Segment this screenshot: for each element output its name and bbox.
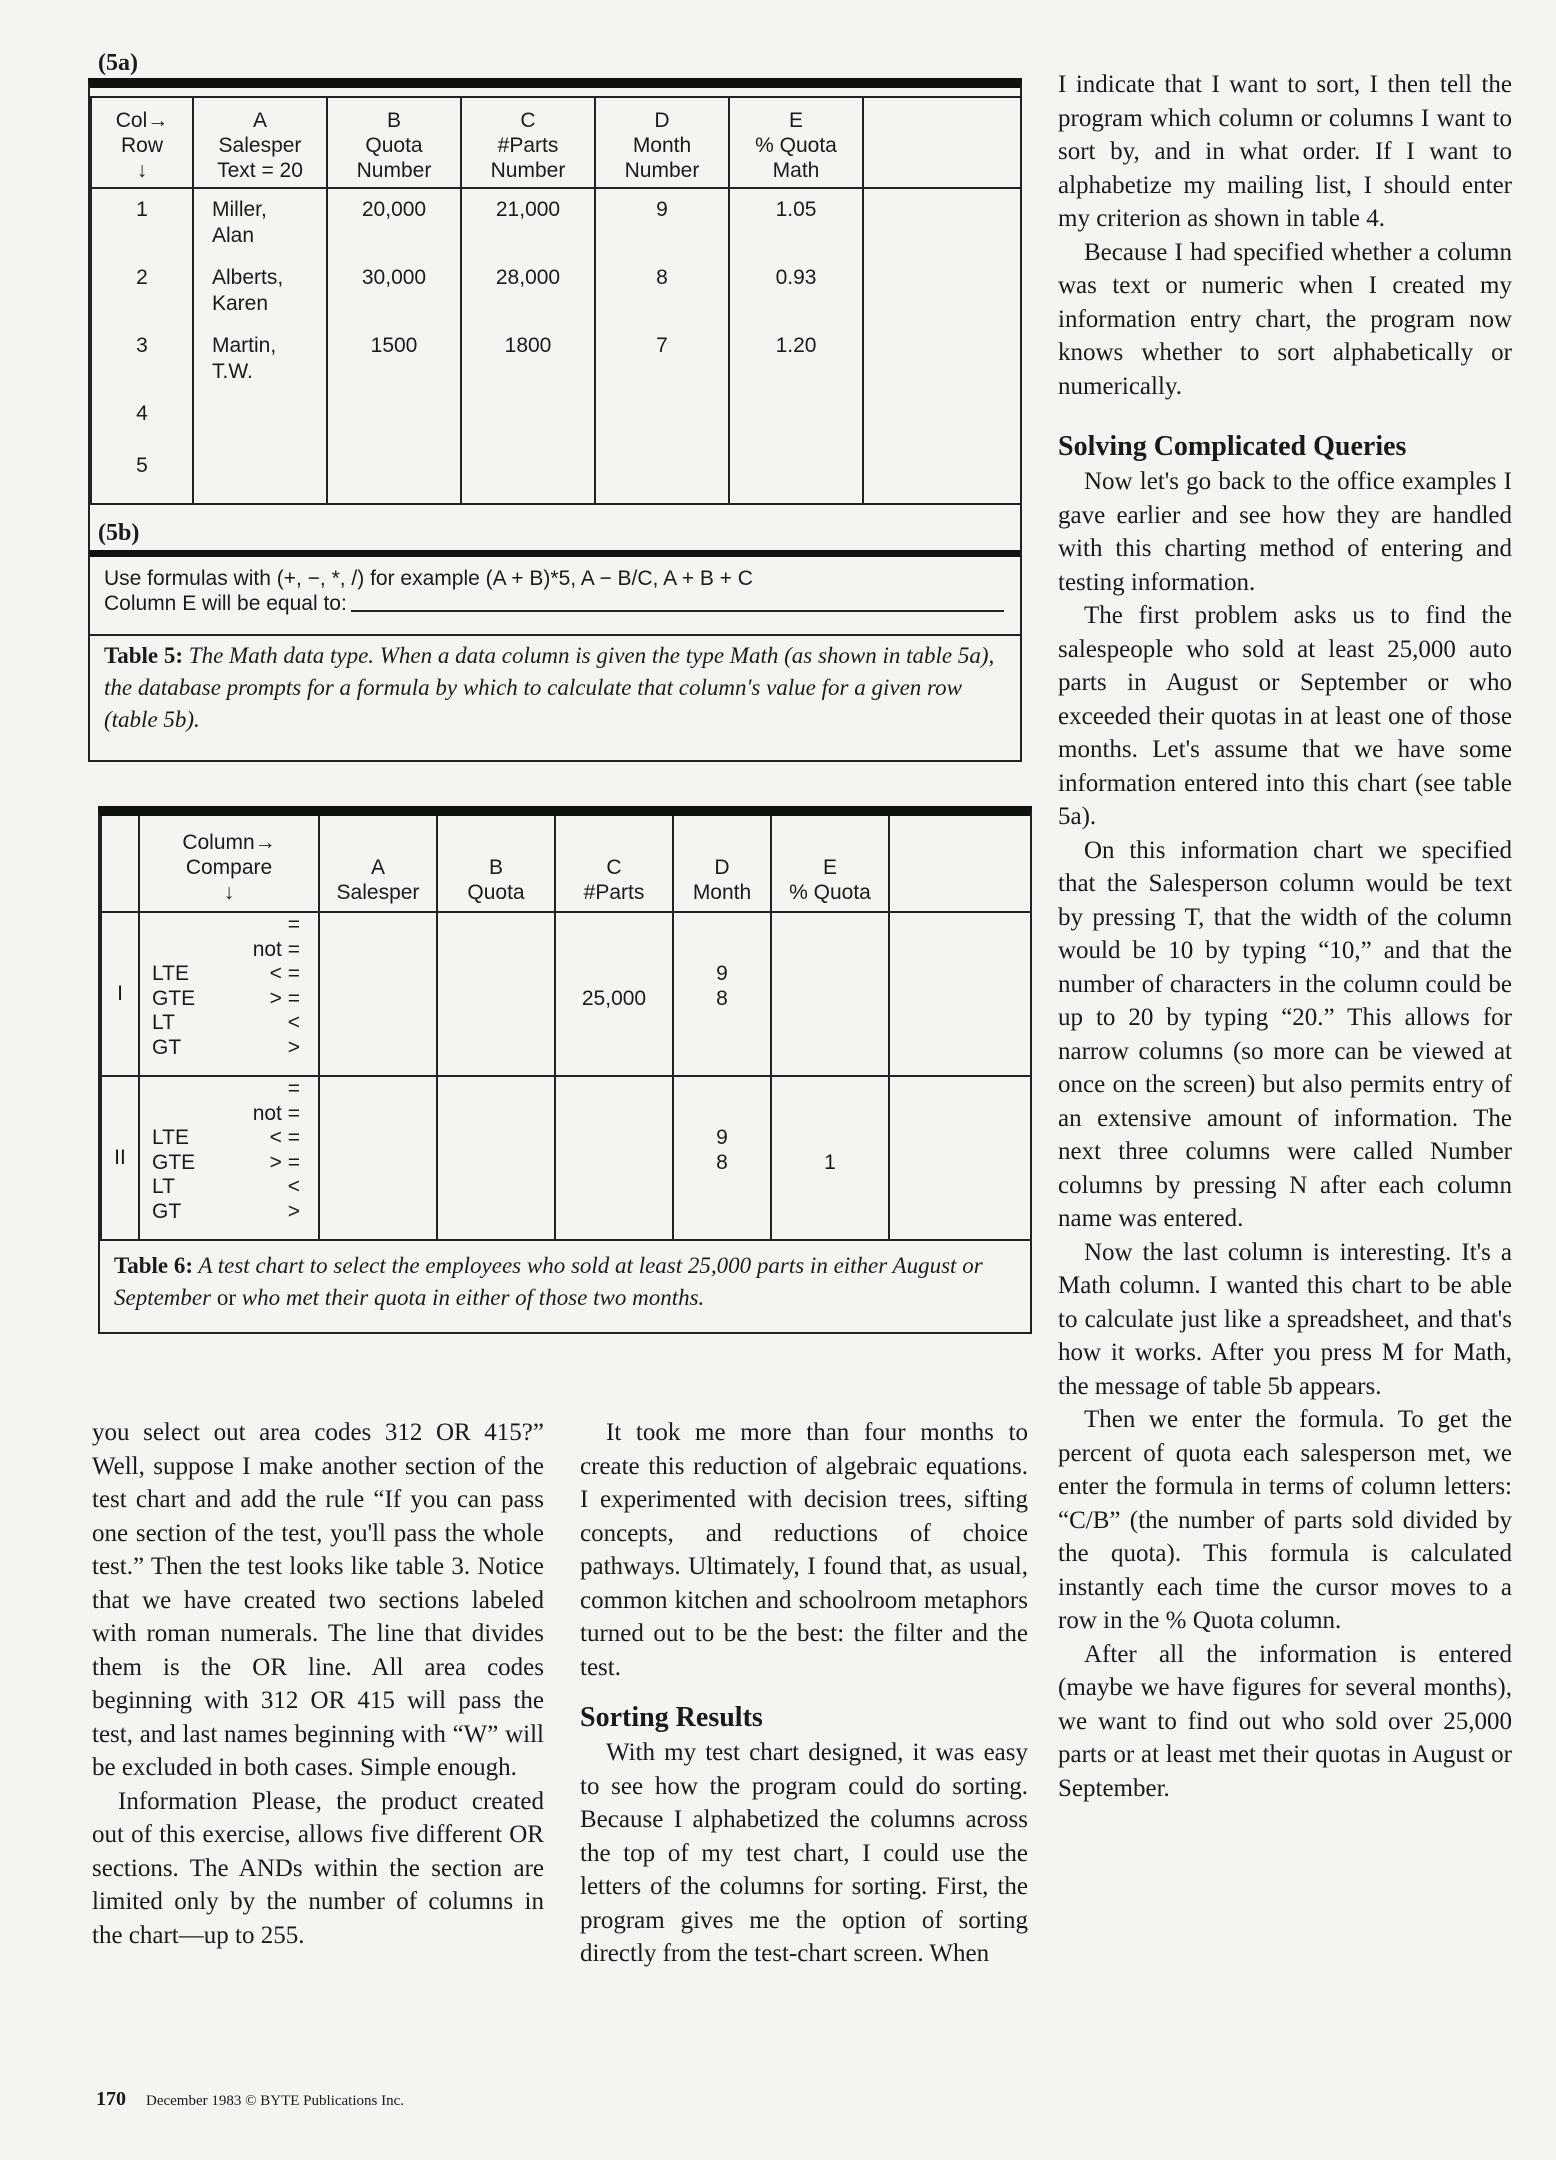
left-paragraph-2: Information Please, the product created out of this exercise, allows five different OR sections. The ANDs within the section are limited only by the number of columns in the chart—up to 255. — [92, 1787, 544, 1949]
table-5a-header-cell — [595, 97, 729, 188]
table-5a-cell — [327, 497, 461, 504]
criteria-value: 25,000 — [581, 986, 647, 1010]
criteria-value — [556, 913, 672, 938]
criteria-cell-d[interactable] — [673, 1076, 771, 1240]
criteria-value — [674, 913, 770, 938]
criteria-cell-e[interactable] — [771, 912, 889, 1076]
table-6-frame — [98, 806, 1032, 1334]
criteria-value — [556, 1011, 672, 1036]
header-line: Compare — [185, 856, 273, 879]
right-paragraph-1: Because I had specified whether a column was text or numeric when I created my information entry chart, the program now knows whether to sort alphabetically or numerically. — [1058, 238, 1512, 400]
operator-symbol: < = — [269, 1126, 300, 1149]
criteria-value — [674, 1200, 770, 1225]
formula-prompt: Column E will be equal to: — [104, 592, 347, 615]
table-5a-cell — [461, 325, 595, 393]
column-right — [1058, 68, 1512, 1805]
table-5a-cell — [729, 445, 863, 497]
cell-line: Miller, — [212, 198, 267, 221]
criteria-value — [674, 1102, 770, 1127]
right-paragraph: The first problem asks us to find the salespeople who sold at least 25,000 auto parts in August or September or who exceeded their quotas in at least one of those months. Let's assume that we have some information entered into this chart (see table 5a). — [1058, 602, 1512, 830]
solving-queries-heading: Solving Complicated Queries — [1058, 431, 1407, 462]
criteria-cell-a[interactable] — [319, 912, 437, 1076]
cell-line: Alberts, — [212, 266, 284, 289]
table-5a-header-cell — [327, 97, 461, 188]
cell-line: 1.05 — [775, 198, 817, 221]
operator-symbol: < — [287, 1175, 300, 1198]
table-5a-cell — [193, 497, 327, 504]
table-5a-row — [91, 445, 1021, 497]
table-5a-row — [91, 393, 1021, 445]
criteria-value: 9 — [716, 1126, 728, 1149]
criteria-cell-d[interactable] — [673, 912, 771, 1076]
criteria-cell-b[interactable] — [437, 912, 555, 1076]
header-line: Number — [624, 159, 700, 182]
operator-name: GTE — [152, 1150, 196, 1174]
criteria-cell-c[interactable] — [555, 912, 673, 1076]
header-line: #Parts — [497, 134, 559, 157]
table-5a-row — [91, 325, 1021, 393]
table-5a-cell — [91, 257, 193, 325]
table-6-section — [101, 1076, 1031, 1240]
header-line: Col→ — [115, 109, 169, 132]
header-line: Row — [120, 134, 163, 157]
table-5a-cell — [91, 497, 193, 504]
table-6 — [100, 816, 1032, 1241]
operator-symbol: > = — [269, 1150, 300, 1174]
criteria-value — [556, 962, 672, 987]
operator-symbol: > = — [269, 986, 300, 1010]
operator-name: LT — [152, 1011, 175, 1034]
operator-row — [140, 962, 318, 987]
operator-symbol: not = — [252, 1101, 300, 1125]
table-5a-header-cell — [193, 97, 327, 188]
operator-cell — [139, 912, 319, 1076]
table-6-header-cell — [319, 816, 437, 912]
header-line: ↓ — [136, 159, 148, 182]
criteria-value — [772, 1036, 888, 1061]
right-paragraph: Then we enter the formula. To get the percent of quota each salesperson met, we enter the formula in terms of column letters: “C/B” (the number of parts sold divided by the quota). This formula is calculated instantly each time the cursor moves to a row in the % Quota column. — [1058, 1406, 1512, 1634]
operator-name: LT — [152, 1175, 175, 1198]
table-5a-header-cell — [91, 97, 193, 188]
operator-name: GT — [152, 1199, 182, 1223]
criteria-value — [772, 1126, 888, 1151]
operator-name: LTE — [152, 1126, 189, 1149]
table-5a-cell — [461, 393, 595, 445]
criteria-value — [556, 1175, 672, 1200]
criteria-value — [674, 938, 770, 963]
table-5a-cell — [729, 325, 863, 393]
table-5a-cell — [863, 188, 1021, 257]
table-5a-header-cell — [461, 97, 595, 188]
criteria-value — [772, 987, 888, 1012]
criteria-value — [674, 1011, 770, 1036]
operator-symbol: > — [287, 1035, 300, 1059]
operator-name: LTE — [152, 962, 189, 985]
table-6-caption — [114, 1250, 1014, 1314]
table-6-caption-text-b: who met their quota in either of those two months. — [241, 1285, 705, 1310]
left-paragraph-1: you select out area codes 312 OR 415?” Well, suppose I make another section of the test chart and add the rule “If you can pass one section of the test, you'll pass the whole test.” Then the test looks like table 3. Notice that we have created two sections labeled with roman numerals. The line that divides them is the OR line. All area codes beginning with 312 OR 415 will pass the test, and last names beginning with “W” will be excluded in both cases. Simple enough. — [92, 1419, 544, 1781]
table-5a-cell — [595, 257, 729, 325]
table-6-header-row — [101, 816, 1031, 912]
criteria-value — [556, 1036, 672, 1061]
operator-row — [140, 1151, 318, 1176]
formula-input-line[interactable] — [351, 610, 1004, 612]
column-left — [92, 1416, 544, 1952]
table-5a-cell — [461, 257, 595, 325]
table-6-header-cell — [673, 816, 771, 912]
operator-row — [140, 1102, 318, 1127]
header-line: Number — [490, 159, 566, 182]
table-5a-cell — [327, 445, 461, 497]
operator-row — [140, 938, 318, 963]
table-6-header-cell — [555, 816, 673, 912]
operator-symbol: < — [287, 1011, 300, 1034]
criteria-value — [772, 938, 888, 963]
header-line: Month — [692, 881, 752, 904]
table-5a-label: (5a) — [98, 50, 138, 76]
table-5a-cell — [193, 257, 327, 325]
header-line: Salesper — [336, 881, 420, 904]
cell-line: T.W. — [212, 360, 253, 383]
header-line: E — [788, 109, 803, 132]
table-5a-cell — [91, 445, 193, 497]
table-5a-cell — [461, 445, 595, 497]
operator-row — [140, 1200, 318, 1225]
table-5-caption — [104, 640, 1000, 736]
cell-line: 4 — [136, 402, 148, 425]
table-5a-cell — [863, 497, 1021, 504]
cell-line: 9 — [656, 198, 668, 221]
middle-paragraph-1: It took me more than four months to create this reduction of algebraic equations. I experimented with decision trees, sifting concepts, and reductions of choice pathways. Ultimately, I found that, as usual, common kitchen and schoolroom metaphors turned out to be the best: the filter and the test. — [580, 1419, 1028, 1681]
criteria-value — [556, 1200, 672, 1225]
criteria-value — [772, 1102, 888, 1127]
header-line: Math — [772, 159, 820, 182]
operator-name: GT — [152, 1035, 182, 1059]
table-5b-prompt — [104, 566, 1004, 616]
cell-line: 20,000 — [361, 198, 427, 221]
table-5a-cell — [595, 445, 729, 497]
table-5a-header-row — [91, 97, 1021, 188]
cell-line: Martin, — [212, 334, 277, 357]
criteria-cell-b[interactable] — [437, 1076, 555, 1240]
table-5a-cell — [193, 445, 327, 497]
header-line: C — [520, 109, 536, 132]
table-5a-cell — [595, 497, 729, 504]
criteria-value — [772, 1011, 888, 1036]
right-paragraph-0: I indicate that I want to sort, I then tell the program which column or columns I want to sort by, and in what order. If I want to alphabetize my mailing list, I should enter my criterion as shown in table 4. — [1058, 71, 1512, 232]
column-middle — [580, 1416, 1028, 1971]
right-paragraph: On this information chart we specified that the Salesperson column would be text by pressing T, that the width of the column would be 10 by typing “10,” and that the number of characters in the column could be up to 20 by typing “20.” This allows for narrow columns (so more can be viewed at once on the screen) but also permits entry of an extensive amount of information. The next three columns were called Number columns by pressing N after each column name was entered. — [1058, 836, 1512, 1232]
criteria-value — [556, 1102, 672, 1127]
table-6-header-cell — [139, 816, 319, 912]
criteria-cell-e[interactable] — [771, 1076, 889, 1240]
table-5a-cell — [91, 188, 193, 257]
criteria-value — [772, 1200, 888, 1225]
header-line: % Quota — [755, 134, 837, 157]
criteria-value — [772, 962, 888, 987]
table-5a-cell — [863, 445, 1021, 497]
table-6-header-cell — [437, 816, 555, 912]
table-5-caption-text: The Math data type. When a data column is given the type Math (as shown in table 5a), the database prompts for a formula by which to calculate that column's value for a given row (table 5b). — [104, 643, 995, 732]
table-5a-header-cell — [729, 97, 863, 188]
cell-line: 3 — [136, 334, 148, 357]
table-5a-cell — [327, 325, 461, 393]
formula-hint: Use formulas with (+, −, *, /) for example (A + B)*5, A − B/C, A + B + C — [104, 567, 753, 590]
cell-line: Alan — [212, 224, 255, 247]
table-5a-cell — [863, 393, 1021, 445]
criteria-value: 9 — [716, 962, 728, 985]
table-6-caption-title: Table 6: — [114, 1253, 194, 1278]
header-line: C — [606, 856, 622, 879]
table-5a-cell — [327, 257, 461, 325]
cell-line: 8 — [656, 266, 668, 289]
section-numeral: II — [101, 1076, 139, 1240]
right-paragraph: Now the last column is interesting. It's a Math column. I wanted this chart to be able to calculate just like a spreadsheet, and that's how it works. After you press M for Math, the message of table 5b appears. — [1058, 1238, 1512, 1400]
table-5-caption-title: Table 5: — [104, 643, 184, 668]
criteria-value: 1 — [824, 1150, 836, 1174]
operator-name: GTE — [152, 986, 196, 1010]
cell-line: 30,000 — [361, 266, 427, 289]
table-5a-cell — [729, 188, 863, 257]
table-5a-cell — [327, 393, 461, 445]
table-5a-cell — [729, 497, 863, 504]
cell-line: 1500 — [370, 334, 418, 357]
header-line: A — [370, 856, 385, 879]
table-5a-cell — [595, 188, 729, 257]
operator-symbol: = — [287, 913, 300, 936]
criteria-cell-extra[interactable] — [889, 912, 1031, 1076]
header-line: A — [252, 109, 267, 132]
operator-row — [140, 1126, 318, 1151]
criteria-value — [674, 1175, 770, 1200]
table-5a-cell — [863, 257, 1021, 325]
sorting-results-heading: Sorting Results — [580, 1702, 763, 1733]
table-5a-cell — [91, 393, 193, 445]
table-5a-cell — [729, 393, 863, 445]
table-6-section — [101, 912, 1031, 1076]
cell-line: 0.93 — [775, 266, 817, 289]
table-6-header-cell — [101, 816, 139, 912]
table-5-caption-rule — [90, 634, 1020, 636]
footer-text: December 1983 © BYTE Publications Inc. — [146, 2093, 405, 2109]
header-line: Column→ — [182, 831, 276, 854]
criteria-value — [674, 1036, 770, 1061]
header-line: B — [386, 109, 401, 132]
footer — [96, 2088, 404, 2111]
section-numeral: I — [101, 912, 139, 1076]
criteria-value — [556, 1151, 672, 1176]
operator-row — [140, 1077, 318, 1102]
cell-line: 1800 — [504, 334, 552, 357]
header-line: % Quota — [789, 881, 871, 904]
criteria-value: 8 — [716, 986, 728, 1010]
cell-line: 2 — [136, 266, 148, 289]
table-5a-cell — [193, 393, 327, 445]
criteria-cell-a[interactable] — [319, 1076, 437, 1240]
criteria-value — [556, 938, 672, 963]
table-5a-cell — [863, 325, 1021, 393]
cell-line: 1.20 — [775, 334, 817, 357]
table-5a-cell — [461, 188, 595, 257]
criteria-value — [556, 1126, 672, 1151]
right-paragraph: Now let's go back to the office examples I gave earlier and see how they are handled with this charting method of entering and testing information. — [1058, 468, 1512, 596]
criteria-cell-extra[interactable] — [889, 1076, 1031, 1240]
table-5a — [90, 96, 1022, 505]
criteria-cell-c[interactable] — [555, 1076, 673, 1240]
header-line: B — [488, 856, 503, 879]
table-5a-cell — [193, 188, 327, 257]
header-line: E — [822, 856, 837, 879]
criteria-value — [674, 1077, 770, 1102]
table-5b-rule — [90, 550, 1020, 557]
table-6-caption-or: or — [216, 1285, 236, 1310]
criteria-value — [772, 913, 888, 938]
header-line: Salesper — [218, 134, 302, 157]
table-6-header-cell — [771, 816, 889, 912]
operator-symbol: < = — [269, 962, 300, 985]
table-5a-cell — [461, 497, 595, 504]
cell-line: 5 — [136, 454, 148, 477]
header-line: Text = 20 — [217, 159, 303, 182]
criteria-value — [556, 1077, 672, 1102]
table-5b-label: (5b) — [98, 520, 140, 546]
table-5a-cell — [729, 257, 863, 325]
header-line: Quota — [467, 881, 525, 904]
table-5a-cell — [91, 325, 193, 393]
criteria-value: 8 — [716, 1150, 728, 1174]
table-5a-cell — [193, 325, 327, 393]
right-paragraph: After all the information is entered (maybe we have figures for several months), we want to find out who sold over 25,000 parts or at least met their quotas in August or September. — [1058, 1640, 1512, 1802]
header-line: D — [714, 856, 730, 879]
table-5a-row — [91, 188, 1021, 257]
table-5a-cell — [595, 393, 729, 445]
criteria-value — [772, 1077, 888, 1102]
table-5a-row — [91, 257, 1021, 325]
operator-row — [140, 913, 318, 938]
operator-row — [140, 1011, 318, 1036]
operator-symbol: not = — [252, 937, 300, 961]
table-5a-cell — [327, 188, 461, 257]
operator-symbol: > — [287, 1199, 300, 1223]
header-line: Number — [356, 159, 432, 182]
cell-line: 21,000 — [495, 198, 561, 221]
header-line: D — [654, 109, 670, 132]
operator-row — [140, 1175, 318, 1200]
table-5a-header-cell — [863, 97, 1021, 188]
header-line: Quota — [365, 134, 423, 157]
cell-line: 7 — [656, 334, 668, 357]
middle-paragraph-2: With my test chart designed, it was easy to see how the program could do sorting. Because I alphabetized the columns across the top of my test chart, I could use the letters of the columns for sorting. First, the program gives me the option of sorting directly from the test-chart screen. When — [580, 1739, 1028, 1967]
operator-cell — [139, 1076, 319, 1240]
operator-row — [140, 987, 318, 1012]
criteria-value — [772, 1175, 888, 1200]
cell-line: 1 — [136, 198, 148, 221]
page-number: 170 — [96, 2088, 126, 2110]
table-5a-cell — [595, 325, 729, 393]
table-5-frame — [88, 78, 1022, 762]
cell-line: Karen — [212, 292, 269, 315]
table-5a-filler-row — [91, 497, 1021, 504]
table-6-header-cell — [889, 816, 1031, 912]
operator-symbol: = — [287, 1077, 300, 1100]
cell-line: 28,000 — [495, 266, 561, 289]
table-6-caption-text-a: A test chart to select the employees who sold at least 25,000 parts in either August or September — [114, 1253, 983, 1310]
header-line: Month — [632, 134, 692, 157]
header-line: #Parts — [583, 881, 645, 904]
operator-row — [140, 1036, 318, 1061]
header-line: ↓ — [223, 881, 235, 904]
